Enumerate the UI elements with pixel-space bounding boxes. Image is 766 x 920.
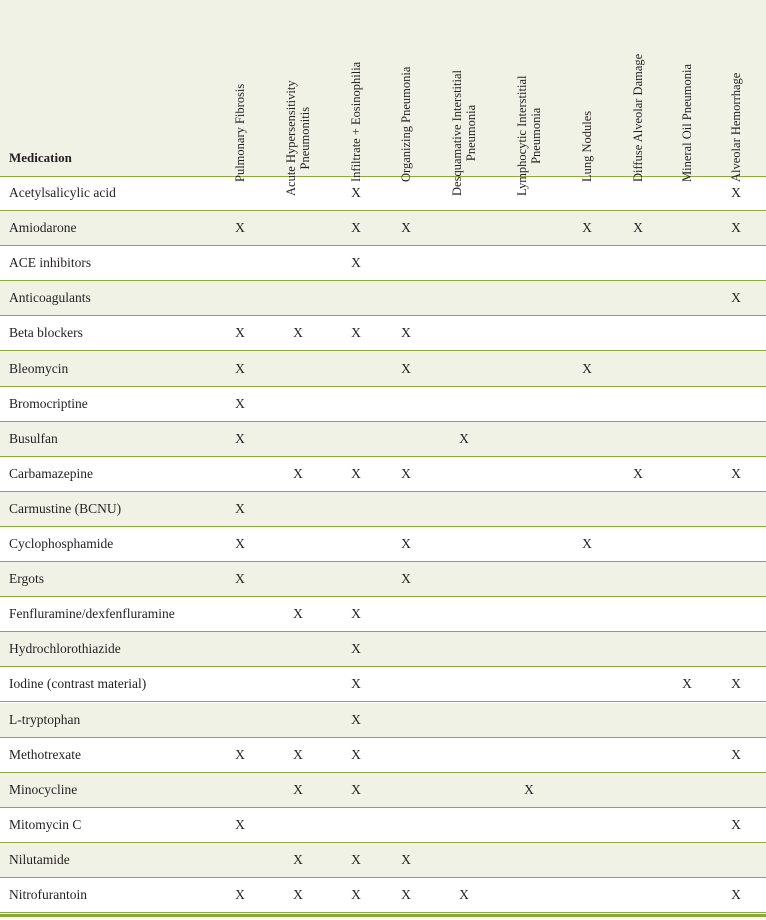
column-header-line: Pneumonitis bbox=[298, 106, 312, 170]
mark-dip: X bbox=[459, 430, 469, 446]
mark-pf: X bbox=[235, 360, 245, 376]
column-header-line: Lymphocytic Interstitial bbox=[515, 75, 529, 196]
mark-ie: X bbox=[351, 887, 361, 902]
column-header-line: Infiltrate + Eosinophilia bbox=[349, 61, 363, 182]
table-row bbox=[0, 316, 766, 351]
table-row bbox=[0, 422, 766, 457]
mark-ie: X bbox=[351, 746, 361, 762]
mark-ah: X bbox=[731, 887, 741, 902]
column-header-line: Organizing Pneumonia bbox=[399, 66, 413, 182]
mark-ie: X bbox=[351, 325, 361, 341]
medication-name: Beta blockers bbox=[9, 325, 83, 341]
mark-pf: X bbox=[235, 571, 245, 587]
mark-ie: X bbox=[351, 185, 361, 200]
table-row bbox=[0, 211, 766, 246]
mark-pf: X bbox=[235, 430, 245, 446]
medication-name: Carbamazepine bbox=[9, 465, 93, 481]
column-header-line: Mineral Oil Pneumonia bbox=[680, 63, 694, 182]
table-row bbox=[0, 878, 766, 913]
table-row bbox=[0, 352, 766, 387]
mark-ie: X bbox=[351, 641, 361, 657]
mark-ahp: X bbox=[293, 606, 303, 622]
mark-ah: X bbox=[731, 746, 741, 762]
mark-ahp: X bbox=[293, 746, 303, 762]
mark-mop: X bbox=[682, 676, 692, 692]
mark-ie: X bbox=[351, 606, 361, 622]
mark-dad: X bbox=[633, 220, 643, 236]
column-header-line: Alveolar Hemorrhage bbox=[729, 72, 743, 182]
mark-ah: X bbox=[731, 220, 741, 236]
medication-name: Busulfan bbox=[9, 430, 58, 446]
medication-name: ACE inhibitors bbox=[9, 255, 92, 271]
medication-name: Acetylsalicylic acid bbox=[9, 185, 116, 200]
medication-name: Nitrofurantoin bbox=[9, 887, 87, 902]
mark-ahp: X bbox=[293, 325, 303, 341]
table-row bbox=[0, 738, 766, 773]
mark-pf: X bbox=[235, 746, 245, 762]
table-row bbox=[0, 597, 766, 632]
mark-ie: X bbox=[351, 851, 361, 867]
column-header-line: Pneumonia bbox=[464, 104, 478, 162]
mark-pf: X bbox=[235, 816, 245, 832]
mark-ie: X bbox=[351, 781, 361, 797]
mark-ie: X bbox=[351, 465, 361, 481]
mark-pf: X bbox=[235, 536, 245, 551]
medication-name: Methotrexate bbox=[9, 746, 81, 762]
medication-name: L-tryptophan bbox=[9, 711, 81, 727]
medication-name: Cyclophosphamide bbox=[9, 536, 114, 551]
mark-op: X bbox=[401, 220, 411, 236]
table-row bbox=[0, 457, 766, 492]
mark-op: X bbox=[401, 887, 411, 902]
table-row bbox=[0, 246, 766, 281]
medication-column-header: Medication bbox=[9, 150, 72, 165]
mark-ie: X bbox=[351, 255, 361, 271]
mark-ln: X bbox=[582, 360, 592, 376]
mark-ahp: X bbox=[293, 851, 303, 867]
column-header-line: Pneumonia bbox=[529, 107, 543, 164]
medication-name: Hydrochlorothiazide bbox=[9, 641, 121, 657]
mark-ln: X bbox=[582, 536, 592, 551]
mark-op: X bbox=[401, 571, 411, 587]
medication-name: Mitomycin C bbox=[9, 816, 82, 832]
mark-ahp: X bbox=[293, 887, 303, 902]
column-header-line: Diffuse Alveolar Damage bbox=[631, 53, 645, 182]
mark-op: X bbox=[401, 465, 411, 481]
table-row bbox=[0, 843, 766, 878]
mark-pf: X bbox=[235, 887, 245, 902]
table-row bbox=[0, 527, 766, 562]
medication-name: Bromocriptine bbox=[9, 395, 88, 411]
medication-name: Nilutamide bbox=[9, 851, 70, 867]
medication-name: Fenfluramine/dexfenfluramine bbox=[9, 606, 175, 622]
mark-ln: X bbox=[582, 220, 592, 236]
mark-ah: X bbox=[731, 676, 741, 692]
mark-dip: X bbox=[459, 887, 469, 902]
mark-op: X bbox=[401, 360, 411, 376]
mark-pf: X bbox=[235, 395, 245, 411]
mark-pf: X bbox=[235, 220, 245, 236]
mark-ie: X bbox=[351, 220, 361, 236]
mark-ie: X bbox=[351, 711, 361, 727]
mark-pf: X bbox=[235, 325, 245, 341]
table-row bbox=[0, 281, 766, 316]
mark-dad: X bbox=[633, 465, 643, 481]
medication-name: Iodine (contrast material) bbox=[9, 676, 147, 692]
table-row bbox=[0, 667, 766, 702]
table-row bbox=[0, 773, 766, 808]
mark-pf: X bbox=[235, 500, 245, 516]
mark-op: X bbox=[401, 536, 411, 551]
table-row bbox=[0, 703, 766, 738]
column-header-line: Lung Nodules bbox=[580, 110, 594, 182]
table-row bbox=[0, 808, 766, 843]
mark-op: X bbox=[401, 851, 411, 867]
medication-name: Ergots bbox=[9, 571, 45, 587]
column-header-line: Pulmonary Fibrosis bbox=[233, 83, 247, 182]
mark-ah: X bbox=[731, 185, 741, 200]
table-row bbox=[0, 387, 766, 422]
table-row bbox=[0, 632, 766, 667]
mark-lip: X bbox=[524, 781, 534, 797]
table-bottom-rule bbox=[0, 914, 766, 917]
mark-ah: X bbox=[731, 465, 741, 481]
medication-name: Amiodarone bbox=[9, 220, 77, 236]
medication-name: Anticoagulants bbox=[9, 290, 91, 306]
column-header-line: Acute Hypersensitivity bbox=[284, 80, 298, 196]
table-row bbox=[0, 562, 766, 597]
mark-ahp: X bbox=[293, 781, 303, 797]
mark-ahp: X bbox=[293, 465, 303, 481]
mark-ie: X bbox=[351, 676, 361, 692]
table-row bbox=[0, 176, 766, 211]
mark-op: X bbox=[401, 325, 411, 341]
medication-name: Carmustine (BCNU) bbox=[9, 500, 122, 516]
medication-name: Bleomycin bbox=[9, 360, 69, 376]
table-row bbox=[0, 492, 766, 527]
column-header-line: Desquamative Interstitial bbox=[450, 69, 464, 196]
mark-ah: X bbox=[731, 816, 741, 832]
medication-name: Minocycline bbox=[9, 781, 78, 797]
mark-ah: X bbox=[731, 290, 741, 306]
